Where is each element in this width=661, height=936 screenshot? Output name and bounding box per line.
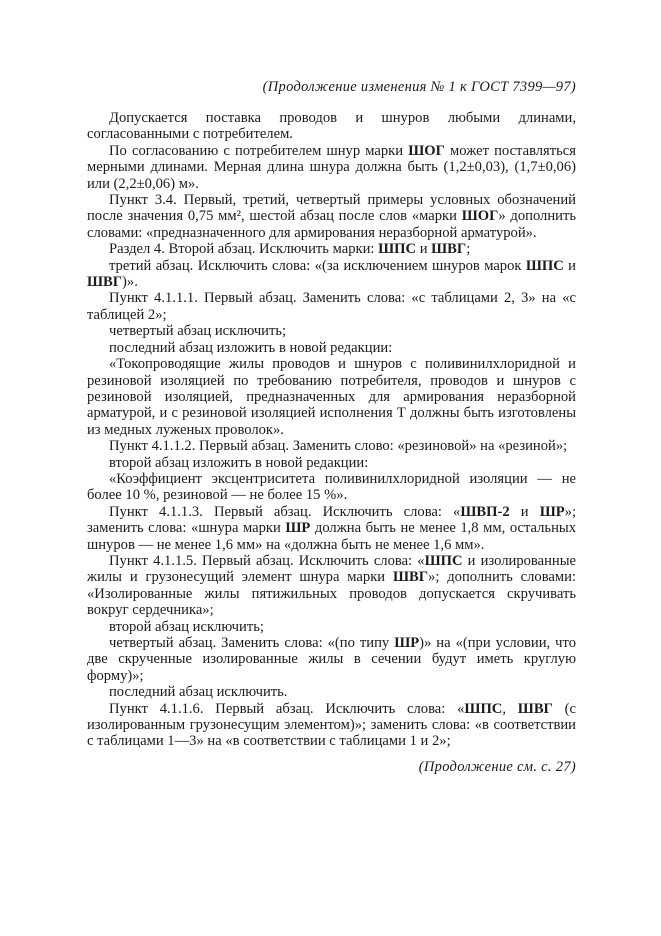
paragraph-punkt-4-1-1-3: Пункт 4.1.1.3. Первый абзац. Исключить слова: «ШВП-2 и ШР»; заменить слова: «шнура марки ШР должна быть не менее 1,8 мм, остальных шнуров — не менее 1,6 мм» на «должна быть не менее 1,6 мм». xyxy=(87,503,576,553)
paragraph-delivery-lengths: Допускается поставка проводов и шнуров любыми длинами, согласованными с потребителем. xyxy=(87,110,576,143)
paragraph-punkt-4-1-1-2: Пункт 4.1.1.2. Первый абзац. Заменить слово: «резиновой» на «резиной»; xyxy=(109,438,568,455)
paragraph-fourth-exclude: четвертый абзац исключить; xyxy=(109,323,287,340)
paragraph-punkt-4-1-1-6: Пункт 4.1.1.6. Первый абзац. Исключить слова: «ШПС, ШВГ (с изолированным грузонесущим элементом)»; заменить слова: «в соответствии с таблицами 1—3» на «в соответствии с таблицами 1 и 2»; xyxy=(87,700,576,750)
paragraph-razdel-4: Раздел 4. Второй абзац. Исключить марки: ШПС и ШВГ; xyxy=(109,241,471,258)
running-header: (Продолжение изменения № 1 к ГОСТ 7399—97) xyxy=(262,79,576,95)
paragraph-punkt-4-1-1-1: Пункт 4.1.1.1. Первый абзац. Заменить слова: «с таблицами 2, 3» на «с таблицей 2»; xyxy=(87,290,576,323)
paragraph-last-exclude: последний абзац исключить. xyxy=(109,684,288,701)
paragraph-second-exclude: второй абзац исключить; xyxy=(109,618,264,635)
paragraph-second-new-edition: второй абзац изложить в новой редакции: xyxy=(109,454,369,471)
continuation-footer: (Продолжение см. с. 27) xyxy=(418,758,576,775)
paragraph-shog-lengths: По согласованию с потребителем шнур марки ШОГ может поставляться мерными длинами. Мерная длина шнура должна быть (1,2±0,03), (1,7±0,06) или (2,2±0,06) м». xyxy=(87,142,576,192)
paragraph-last-new-edition: последний абзац изложить в новой редакции: xyxy=(109,339,393,356)
document-body xyxy=(87,110,576,775)
paragraph-punkt-4-1-1-5: Пункт 4.1.1.5. Первый абзац. Исключить слова: «ШПС и изолированные жилы и грузонесущий элемент шнура марки ШВГ»; дополнить словами: «Изолированные жилы пятижильных проводов допускается скручивать вокруг сердечника»; xyxy=(87,552,576,619)
paragraph-punkt-3-4: Пункт 3.4. Первый, третий, четвертый примеры условных обозначений после значения 0,75 мм², шестой абзац после слов «марки ШОГ» дополнить словами: «предназначенного для армирования неразборной арматурой». xyxy=(87,192,576,241)
paragraph-eccentricity: «Коэффициент эксцентриситета поливинилхлоридной изоляции — не более 10 %, резиновой — не более 15 %». xyxy=(87,470,576,504)
paragraph-fourth-replace: четвертый абзац. Заменить слова: «(по типу ШР)» на «(при условии, что две скрученные изолированные жилы в сечении будут иметь круглую форму)»; xyxy=(87,635,576,684)
paragraph-razdel-4-third: третий абзац. Исключить слова: «(за исключением шнуров марок ШПС и ШВГ)». xyxy=(87,257,576,291)
paragraph-conductive-cores: «Токопроводящие жилы проводов и шнуров с поливинилхлоридной и резиновой изоляцией по требованию потребителя, проводов и шнуров с резиновой изоляцией, предназначенных для армирования неразборной арматурой, и с резиновой изоляцией исполнения Т должны быть изготовлены из медных луженых проволок». xyxy=(87,356,576,438)
